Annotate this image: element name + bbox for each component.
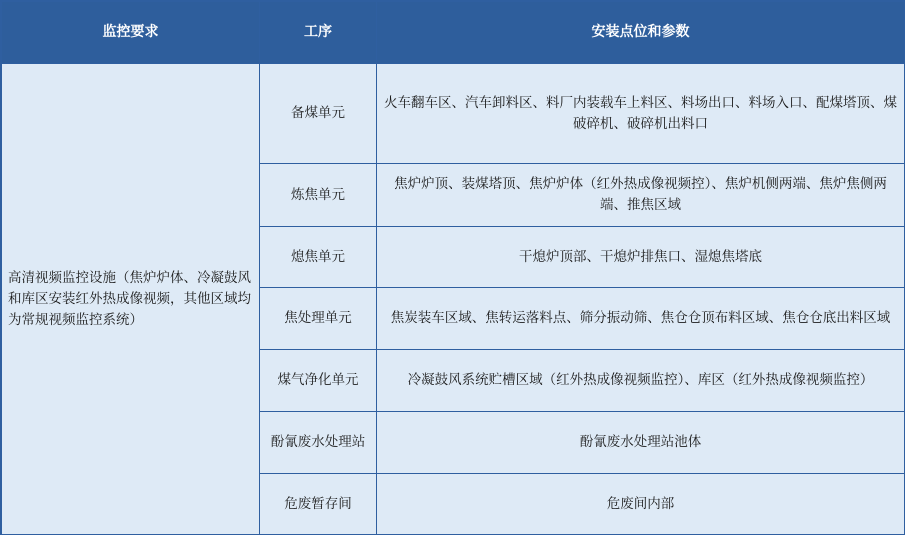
points-cell: 酚氰废水处理站池体: [377, 412, 905, 474]
points-cell: 冷凝鼓风系统贮槽区域（红外热成像视频监控）、库区（红外热成像视频监控）: [377, 350, 905, 412]
process-cell: 煤气净化单元: [260, 350, 377, 412]
process-cell: 熄焦单元: [260, 227, 377, 288]
points-cell: 火车翻车区、汽车卸料区、料厂内装载车上料区、料场出口、料场入口、配煤塔顶、煤破碎机、破碎机出料口: [377, 64, 905, 164]
process-cell: 炼焦单元: [260, 164, 377, 227]
process-cell: 备煤单元: [260, 64, 377, 164]
points-cell: 危废间内部: [377, 474, 905, 535]
requirement-cell: 高清视频监控设施（焦炉炉体、冷凝鼓风和库区安装红外热成像视频，其他区域均为常规视频监控系统）: [2, 64, 260, 535]
header-installation-points: 安装点位和参数: [377, 2, 905, 64]
header-process: 工序: [260, 2, 377, 64]
header-requirement: 监控要求: [2, 2, 260, 64]
table-row: [2, 64, 905, 164]
points-cell: 焦炉炉顶、装煤塔顶、焦炉炉体（红外热成像视频控）、焦炉机侧两端、焦炉焦侧两端、推焦区域: [377, 164, 905, 227]
table-header-row: [2, 2, 905, 64]
process-cell: 酚氰废水处理站: [260, 412, 377, 474]
points-cell: 焦炭装车区域、焦转运落料点、筛分振动筛、焦仓仓顶布料区域、焦仓仓底出料区域: [377, 288, 905, 350]
monitoring-requirements-table: [1, 1, 905, 535]
process-cell: 焦处理单元: [260, 288, 377, 350]
process-cell: 危废暂存间: [260, 474, 377, 535]
points-cell: 干熄炉顶部、干熄炉排焦口、湿熄焦塔底: [377, 227, 905, 288]
